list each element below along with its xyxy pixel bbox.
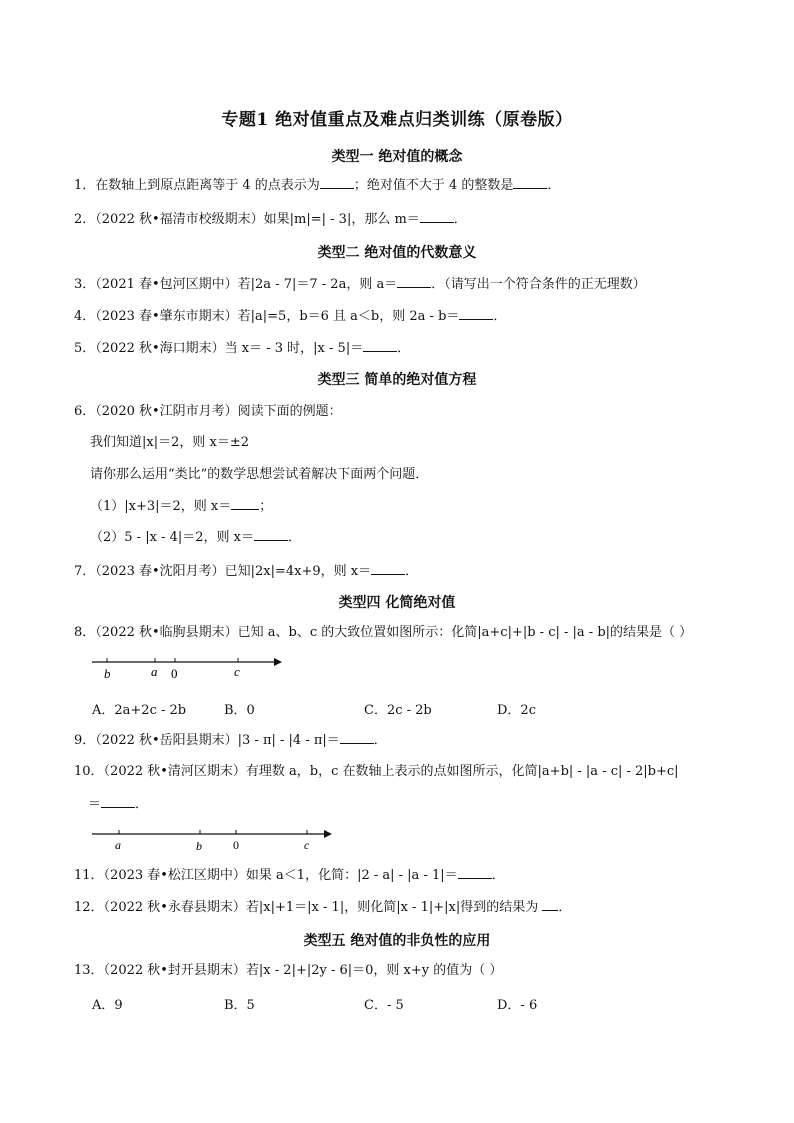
section-heading-4: 类型四 化简绝对值: [338, 595, 456, 611]
option-a[interactable]: A．9: [92, 998, 123, 1013]
label-c: c: [234, 664, 240, 679]
answer-blank[interactable]: [458, 866, 492, 879]
section-heading-1: 类型一 绝对值的概念: [331, 149, 463, 165]
label-zero: 0: [171, 666, 178, 681]
answer-blank[interactable]: [254, 528, 288, 541]
question-10-stem: 10．（2022 秋•清河区期末）有理数 a，b，c 在数轴上表示的点如图所示，化简|a+b| - |a - c| - 2|b+c|: [74, 764, 679, 779]
answer-blank[interactable]: [397, 275, 431, 288]
question-6-instruction: 请你那么运用“类比”的数学思想尝试着解决下面两个问题．: [90, 467, 429, 482]
answer-blank[interactable]: [371, 562, 405, 575]
question-3: 3．（2021 春•包河区期中）若|2a - 7|＝7 - 2a，则 a＝ ．（请写出一个符合条件的正无理数）: [74, 277, 646, 292]
axis-arrow: [324, 830, 332, 838]
answer-blank[interactable]: [101, 795, 135, 808]
answer-blank[interactable]: [363, 339, 397, 352]
question-9: 9．（2022 秋•岳阳县期末）|3 - π| - |4 - π|＝ ．: [74, 733, 387, 748]
question-10-answer: ＝ ．: [88, 797, 149, 812]
label-b: b: [104, 666, 111, 681]
question-2: 2．（2022 秋•福清市校级期末）如果|m|=| - 3|，那么 m＝ ．: [74, 212, 467, 227]
label-c: c: [304, 838, 310, 852]
number-line-q8: [88, 650, 288, 684]
question-7: 7．（2023 春•沈阳月考）已知|2x|=4x+9，则 x＝ ．: [74, 564, 419, 579]
answer-blank[interactable]: [340, 731, 374, 744]
option-b[interactable]: B．5: [224, 998, 255, 1013]
question-5: 5．（2022 秋•海口期末）当 x＝ - 3 时，|x - 5|＝ ．: [74, 341, 411, 356]
question-6-part-1: （1）|x+3|＝2，则 x＝ ；: [90, 499, 273, 514]
question-8-stem: 8．（2022 秋•临朐县期末）已知 a、b、c 的大致位置如图所示：化简|a+c|+|b - c| - |a - b|的结果是（ ）: [74, 625, 693, 640]
option-d[interactable]: D．2c: [497, 703, 536, 718]
label-zero: 0: [233, 838, 239, 852]
number-line-q10: [88, 824, 338, 858]
label-b: b: [196, 839, 202, 853]
label-a: a: [151, 664, 158, 679]
question-1: 1．在数轴上到原点距离等于 4 的点表示为 ；绝对值不大于 4 的整数是 ．: [74, 178, 561, 193]
answer-blank[interactable]: [459, 307, 493, 320]
option-c[interactable]: C．2c - 2b: [364, 703, 432, 718]
section-heading-3: 类型三 简单的绝对值方程: [317, 372, 477, 388]
axis-arrow: [274, 658, 282, 666]
label-a: a: [115, 838, 121, 852]
answer-blank[interactable]: [420, 210, 454, 223]
option-a[interactable]: A．2a+2c - 2b: [92, 703, 187, 718]
section-heading-2: 类型二 绝对值的代数意义: [317, 245, 477, 261]
answer-blank[interactable]: [513, 176, 547, 189]
question-6-part-2: （2）5 - |x - 4|＝2，则 x＝ ．: [90, 530, 301, 545]
page-title: 专题1 绝对值重点及难点归类训练（原卷版）: [221, 110, 573, 130]
option-c[interactable]: C．- 5: [364, 998, 404, 1013]
question-6-stem: 6．（2020 秋•江阴市月考）阅读下面的例题：: [74, 404, 342, 419]
answer-blank[interactable]: [542, 898, 558, 911]
question-12: 12．（2022 秋•永春县期末）若|x|+1＝|x - 1|，则化简|x - 1|+|x|得到的结果为 ．: [74, 900, 572, 915]
option-d[interactable]: D．- 6: [497, 998, 538, 1013]
answer-blank[interactable]: [231, 497, 259, 510]
question-4: 4．（2023 春•肇东市期末）若|a|=5，b＝6 且 a＜b，则 2a - b＝ ．: [74, 309, 507, 324]
question-6-example: 我们知道|x|＝2，则 x＝±2: [90, 435, 249, 450]
question-11: 11．（2023 春•松江区期中）如果 a＜1，化简：|2 - a| - |a - 1|＝ ．: [74, 868, 505, 883]
answer-blank[interactable]: [320, 176, 354, 189]
option-b[interactable]: B．0: [224, 703, 255, 718]
section-heading-5: 类型五 绝对值的非负性的应用: [303, 933, 491, 949]
question-13-stem: 13．（2022 秋•封开县期末）若|x - 2|+|2y - 6|＝0，则 x+y 的值为（ ）: [74, 963, 503, 978]
